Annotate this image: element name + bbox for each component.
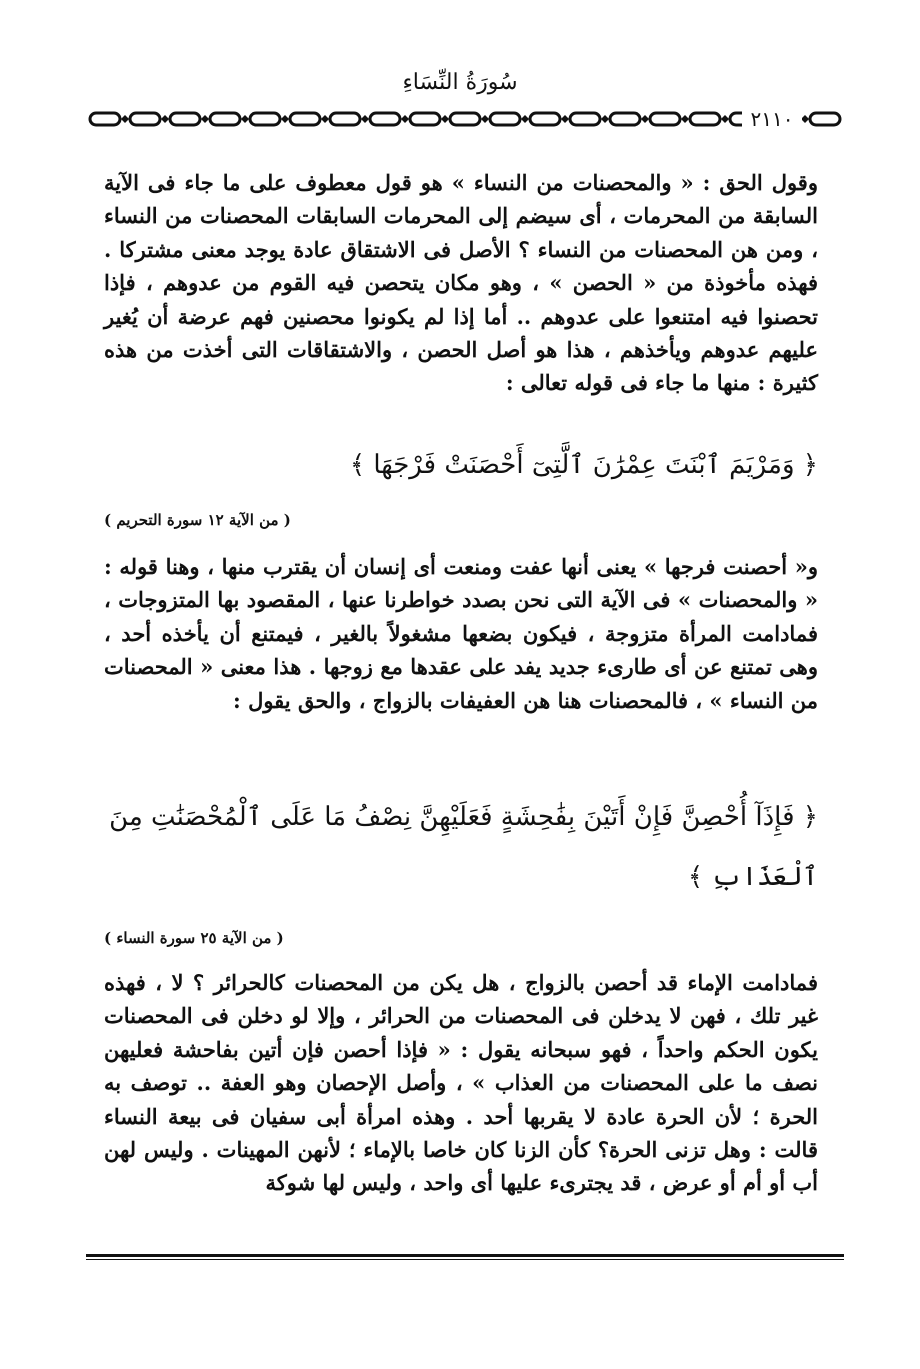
chain-link [650, 113, 680, 125]
chain-link [690, 113, 720, 125]
chain-link [130, 113, 160, 125]
quran-verse-2-line-2: ٱلْعَذَابِ ﴾ [687, 862, 818, 892]
paragraph-1 [104, 166, 818, 400]
chain-link [90, 113, 120, 125]
chain-link [290, 113, 320, 125]
chain-link [490, 113, 520, 125]
chain-link [810, 113, 840, 125]
chain-diamond [321, 115, 329, 123]
chain-diamond [641, 115, 649, 123]
chain-diamond [241, 115, 249, 123]
quran-verse-1-text: ﴿ وَمَرْيَمَ ٱبْنَتَ عِمْرَٰنَ ٱلَّتِىٓ أَحْصَنَتْ فَرْجَهَا ﴾ [349, 450, 818, 480]
chain-diamond [361, 115, 369, 123]
paragraph-2-text: و« أحصنت فرجها » يعنى أنها عفت ومنعت أى إنسان أن يقترب منها ، وهنا قوله : « والمحصنات » فى الآية التى نحن بصدد خواطرنا عنها ، المقصود بها المتزوجات ، فمادامت المرأة متزوجة ، فيكون بضعها مشغولاً بالغير ، فيمتنع أن يأخذه أحد ، وهى تمتنع عن أى طارىء جديد يفد على عقدها مع زوجها . هذا معنى « المحصنات من النساء » ، فالمحصنات هنا هن العفيفات بالزواج ، والحق يقول : [104, 554, 818, 713]
page-number: ٢١١٠ [742, 104, 802, 134]
quran-verse-2-line-1: ﴿ فَإِذَآ أُحْصِنَّ فَإِنْ أَتَيْنَ بِفَٰحِشَةٍ فَعَلَيْهِنَّ نِصْفُ مَا عَلَى ٱلْمُحْصَنَٰتِ مِنَ [109, 802, 818, 832]
chain-link [210, 113, 240, 125]
chain-link [450, 113, 480, 125]
quran-verse-1 [98, 448, 818, 482]
bottom-rule [86, 1254, 844, 1257]
chain-diamond [561, 115, 569, 123]
chain-link [330, 113, 360, 125]
verse-2-reference: ( من الآية ٢٥ سورة النساء ) [104, 929, 284, 947]
paragraph-3-text: فمادامت الإماء قد أحصن بالزواج ، هل يكن من المحصنات كالحرائر ؟ لا ، فهذه غير تلك ، فهن لا يدخلن فى المحصنات من الحرائر ، وإلا لو دخلن فى المحصنات يكون الحكم واحداً ، فهو سبحانه يقول : « فإذا أحصن فإن أتين بفاحشة فعليهن نصف ما على المحصنات من العذاب » ، وأصل الإحصان وهو العفة .. توصف به الحرة ؛ لأن الحرة عادة لا يقربها أحد . وهذه امرأة أبى سفيان فى بيعة النساء قالت : وهل تزنى الحرة؟ كأن الزنا كان خاصا بالإماء ؛ لأنهن المهينات . وليس لهن أب أو أم أو عرض ، قد يجترىء عليها أى واحد ، وليس لها شوكة [104, 970, 818, 1196]
chain-diamond [161, 115, 169, 123]
chain-diamond [521, 115, 529, 123]
chain-diamond [681, 115, 689, 123]
chain-diamond [481, 115, 489, 123]
verse-1-reference: ( من الآية ١٢ سورة التحريم ) [104, 511, 291, 529]
chain-diamond [801, 115, 809, 123]
chain-diamond [201, 115, 209, 123]
chain-diamond [601, 115, 609, 123]
paragraph-1-text: وقول الحق : « والمحصنات من النساء » هو قول معطوف على ما جاء فى الآية السابقة من المحرمات ، أى سيضم إلى المحرمات السابقات المحصنات من النساء ، ومن هن المحصنات من النساء ؟ الأصل فى الاشتقاق عادة يوجد معنى مشتركا . فهذه مأخوذة من « الحصن » ، وهو مكان يتحصن فيه القوم من عدوهم ، فإذا تحصنوا فيه امتنعوا على عدوهم .. أما إذا لم يكونوا محصنين فهم عرضة أن يُغير عليهم عدوهم ويأخذهم ، هذا هو أصل الحصن ، والاشتقاقات التى أخذت من هذه كثيرة : منها ما جاء فى قوله تعالى : [104, 170, 818, 396]
chain-link [610, 113, 640, 125]
surah-title: سُورَةُ النِّسَاءِ [402, 70, 518, 95]
chain-diamond [441, 115, 449, 123]
chain-link [570, 113, 600, 125]
quran-verse-2 [98, 800, 818, 894]
ornamental-border-band [88, 104, 848, 134]
bottom-rule-thin [86, 1259, 844, 1260]
chain-link [410, 113, 440, 125]
chain-link [370, 113, 400, 125]
chain-diamond [721, 115, 729, 123]
chain-diamond [281, 115, 289, 123]
chain-diamond [401, 115, 409, 123]
chain-link [530, 113, 560, 125]
paragraph-3 [104, 966, 818, 1200]
paragraph-2 [104, 550, 818, 717]
chain-link [250, 113, 280, 125]
chain-link [170, 113, 200, 125]
chain-diamond [121, 115, 129, 123]
